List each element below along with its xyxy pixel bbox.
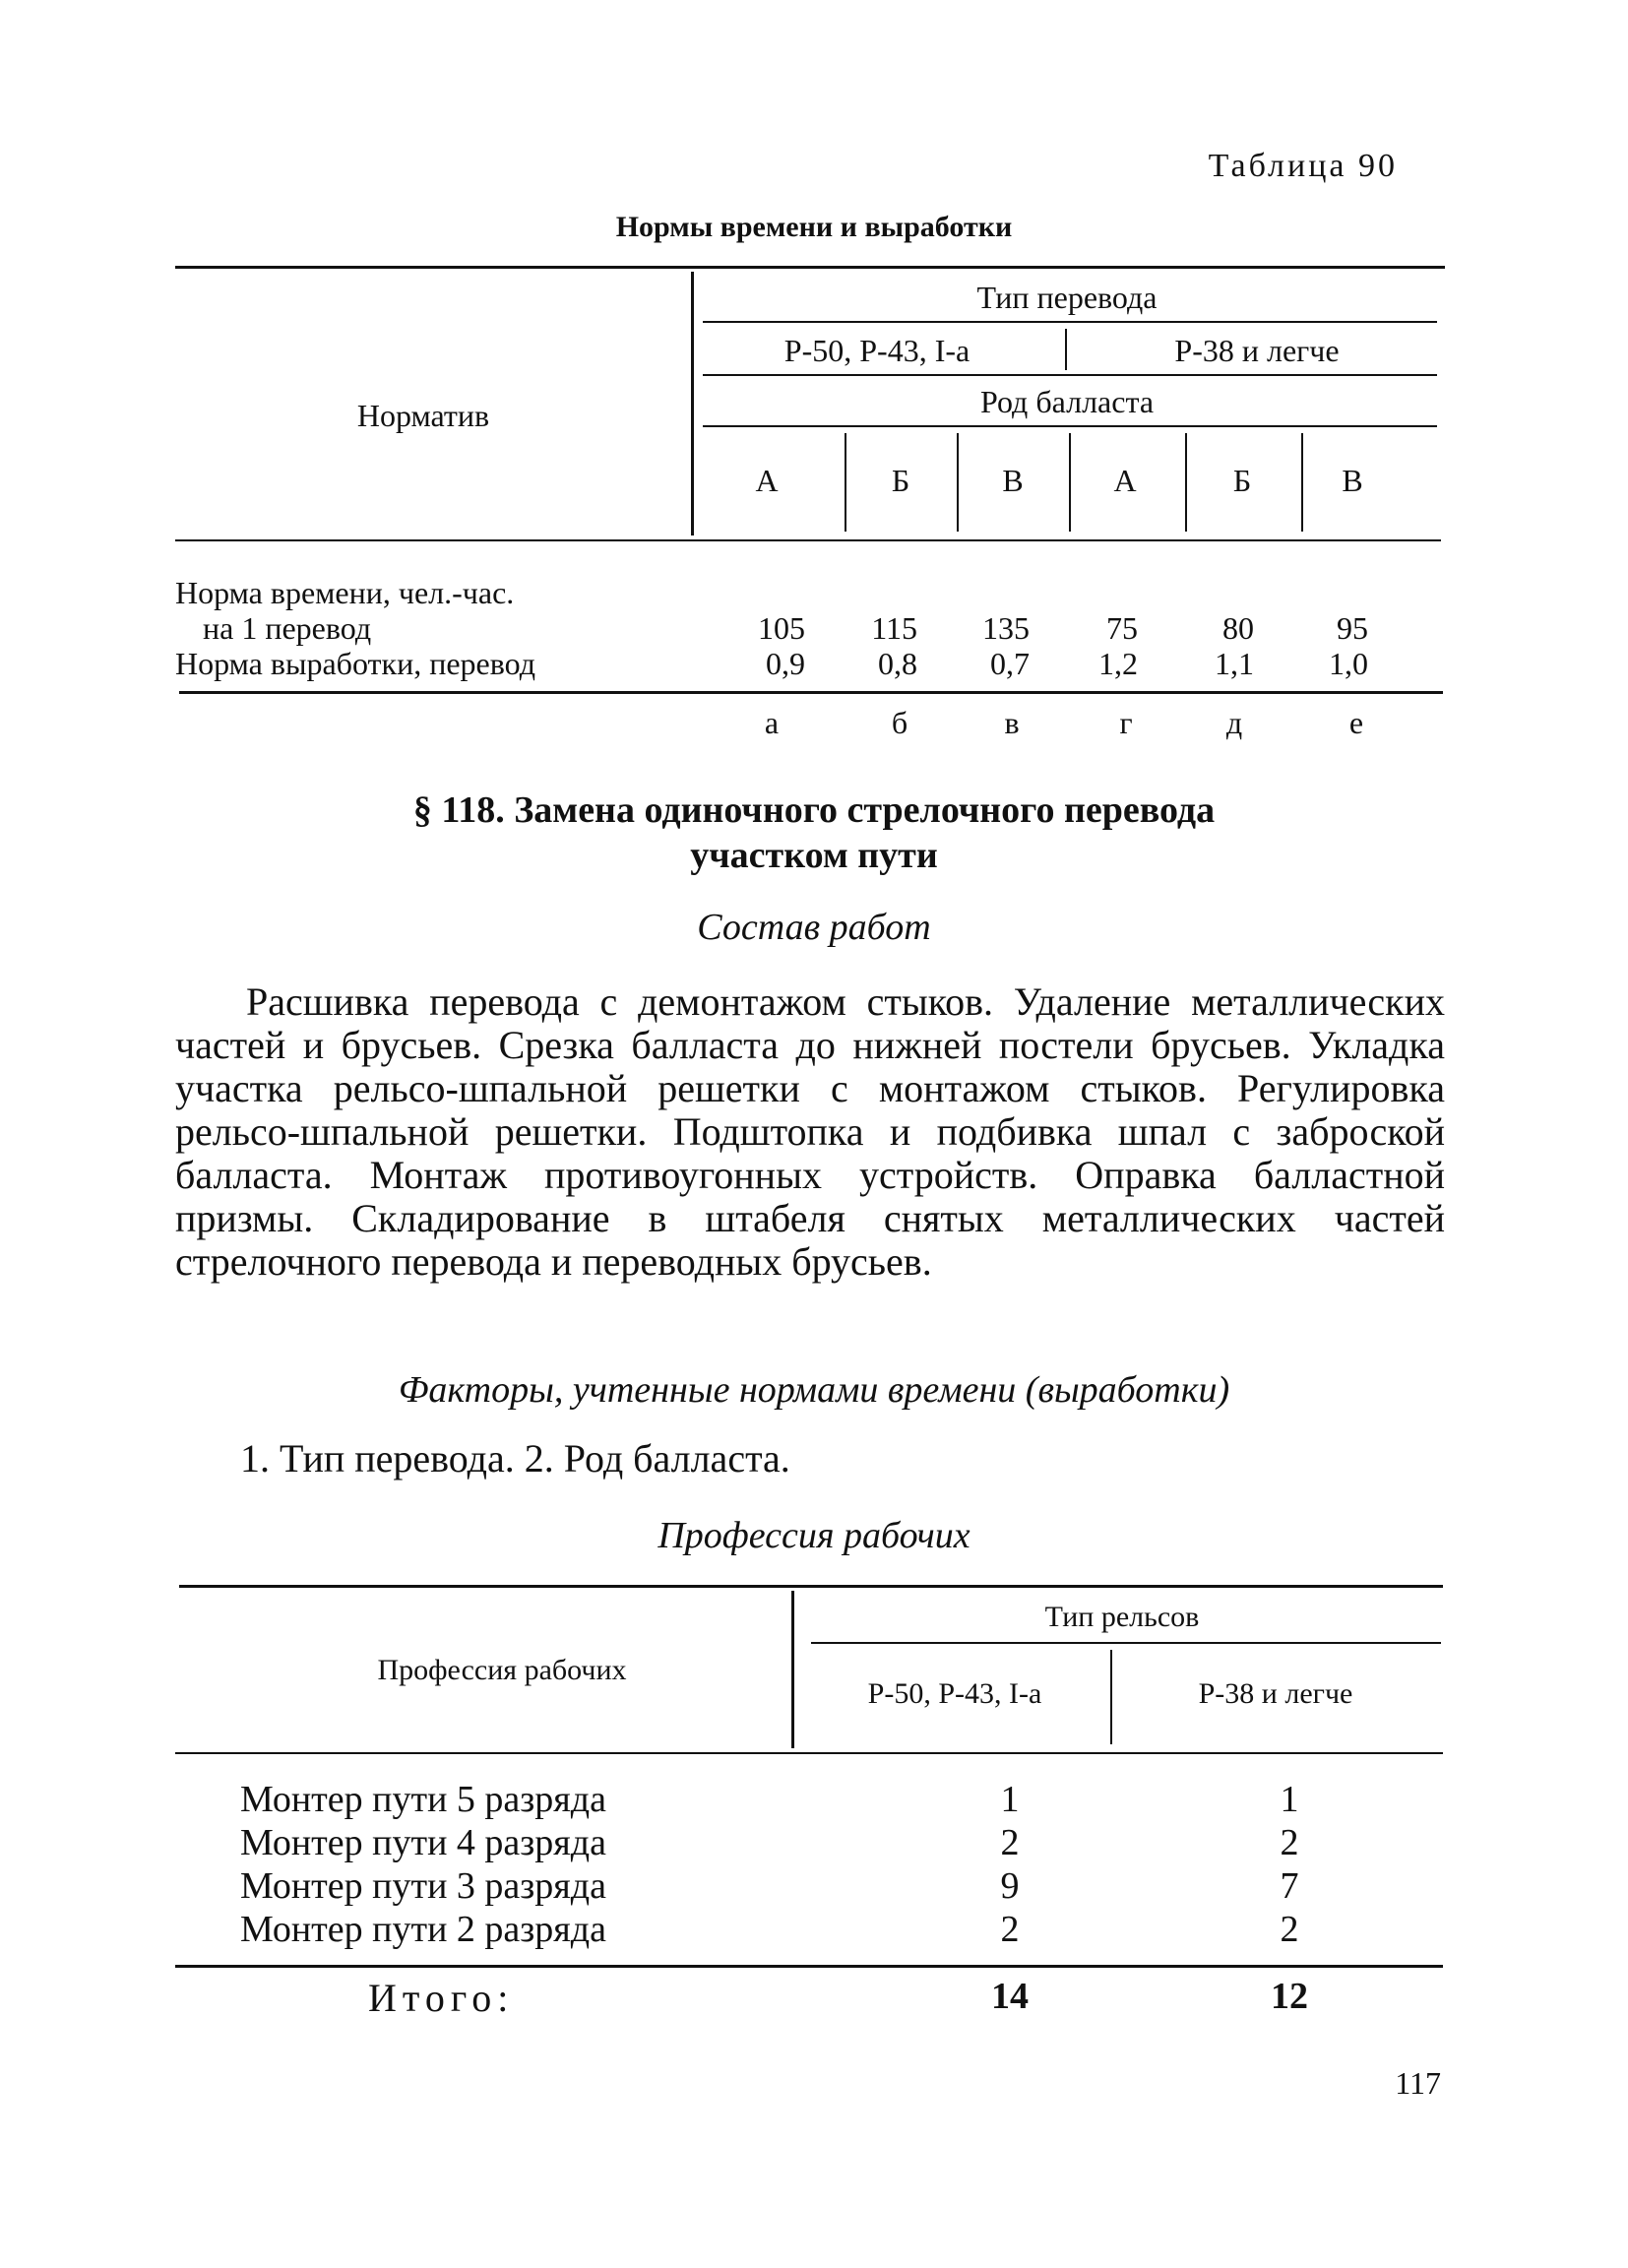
worker-row-4-col2: 2 (1280, 1822, 1299, 1863)
workers-header-profession: Профессия рабочих (377, 1654, 627, 1686)
time-norm-b: 115 (871, 610, 917, 646)
output-norm-c: 0,7 (990, 646, 1030, 681)
col-letter-f: е (1348, 705, 1364, 740)
row-output-norm-label: Норма выработки, перевод (175, 646, 535, 681)
header-rule-1 (703, 321, 1437, 323)
row-time-norm-label-1: Норма времени, чел.-час. (175, 575, 515, 610)
worker-row-2-col1: 2 (1000, 1909, 1020, 1950)
worker-row-5-col1: 1 (1000, 1779, 1020, 1820)
worker-row-3-col1: 9 (1000, 1865, 1020, 1907)
col-letter-c: в (1004, 705, 1020, 740)
worker-row-3-col2: 7 (1280, 1865, 1299, 1907)
col-head-5: Б (1232, 463, 1252, 498)
time-norm-f: 95 (1337, 610, 1368, 646)
composition-text: Расшивка перевода с демонтажом стыков. Удаление металлических частей и брусьев. Срезка балласта до нижней постели брусьев. Укладка участка рельсо-шпальной решетки с монтажом стыков. Регулировка рельсо-шпальной решетки. Подштопка и подбивка шпал с заброской балласта. Монтаж противоугонных устройств. Оправка балластной призмы. Складирование в штабеля снятых металлических частей стрелочного перевода и переводных брусьев. (175, 979, 1445, 1284)
header-rule-2 (703, 374, 1437, 376)
col-letter-b: б (891, 705, 908, 740)
time-norm-c: 135 (982, 610, 1030, 646)
header-normative: Норматив (356, 398, 490, 433)
output-norm-b: 0,8 (878, 646, 917, 681)
total-col2: 12 (1271, 1976, 1308, 2017)
time-norm-e: 80 (1222, 610, 1254, 646)
table-bottom-rule (179, 691, 1443, 694)
workers-header-col1: Р-50, Р-43, I-а (867, 1677, 1042, 1710)
workers-header-rail-type: Тип рельсов (1044, 1601, 1200, 1633)
col-head-2: Б (891, 463, 910, 498)
col-head-1: А (755, 463, 779, 498)
total-col1: 14 (991, 1976, 1029, 2017)
total-label: Итого: (368, 1976, 515, 2020)
workers-header-divider (791, 1591, 794, 1748)
workers-header-col2: Р-38 и легче (1198, 1677, 1353, 1710)
section-title-line-1: § 118. Замена одиночного стрелочного перевода (412, 789, 1216, 831)
table-top-rule (175, 266, 1445, 269)
profession-heading: Профессия рабочих (657, 1515, 971, 1556)
header-bottom-rule (175, 539, 1441, 541)
table-number-label: Таблица 90 (1208, 148, 1398, 184)
group-divider (1065, 329, 1067, 370)
col-head-3: В (1002, 463, 1024, 498)
factors-heading: Факторы, учтенные нормами времени (выработки) (398, 1369, 1230, 1411)
header-divider (691, 272, 694, 536)
page-number: 117 (1395, 2065, 1441, 2101)
worker-row-3-name: Монтер пути 3 разряда (240, 1865, 606, 1907)
header-rule-3 (703, 425, 1437, 427)
workers-table-bottom-rule (175, 1965, 1443, 1968)
table-caption: Нормы времени и выработки (615, 211, 1013, 243)
composition-paragraph (175, 980, 1445, 1284)
output-norm-f: 1,0 (1329, 646, 1368, 681)
output-norm-a: 0,9 (766, 646, 805, 681)
header-group-2: Р-38 и легче (1174, 333, 1340, 368)
worker-row-2-col2: 2 (1280, 1909, 1299, 1950)
time-norm-a: 105 (758, 610, 805, 646)
row-time-norm-label-2: на 1 перевод (203, 610, 372, 646)
col-letter-d: г (1119, 705, 1133, 740)
factors-text: 1. Тип перевода. 2. Род балласта. (240, 1436, 790, 1480)
worker-row-2-name: Монтер пути 2 разряда (240, 1909, 606, 1950)
header-ballast-kind: Род балласта (979, 384, 1155, 419)
col-letter-a: а (764, 705, 780, 740)
section-title-line-2: участком пути (690, 835, 938, 876)
worker-row-5-name: Монтер пути 5 разряда (240, 1779, 606, 1820)
composition-heading: Состав работ (697, 907, 931, 948)
header-group-1: Р-50, Р-43, I-а (783, 333, 971, 368)
col-letter-e: д (1225, 705, 1243, 740)
output-norm-d: 1,2 (1098, 646, 1138, 681)
worker-row-4-name: Монтер пути 4 разряда (240, 1822, 606, 1863)
time-norm-d: 75 (1106, 610, 1138, 646)
output-norm-e: 1,1 (1215, 646, 1254, 681)
worker-row-4-col1: 2 (1000, 1822, 1020, 1863)
workers-col-divider (1110, 1650, 1112, 1744)
workers-table-top-rule (179, 1585, 1443, 1588)
header-switch-type: Тип перевода (976, 280, 1158, 315)
workers-header-bottom-rule (175, 1752, 1443, 1754)
worker-row-5-col2: 1 (1280, 1779, 1299, 1820)
col-head-4: А (1113, 463, 1137, 498)
workers-header-rule (811, 1642, 1441, 1644)
col-head-6: В (1342, 463, 1363, 498)
